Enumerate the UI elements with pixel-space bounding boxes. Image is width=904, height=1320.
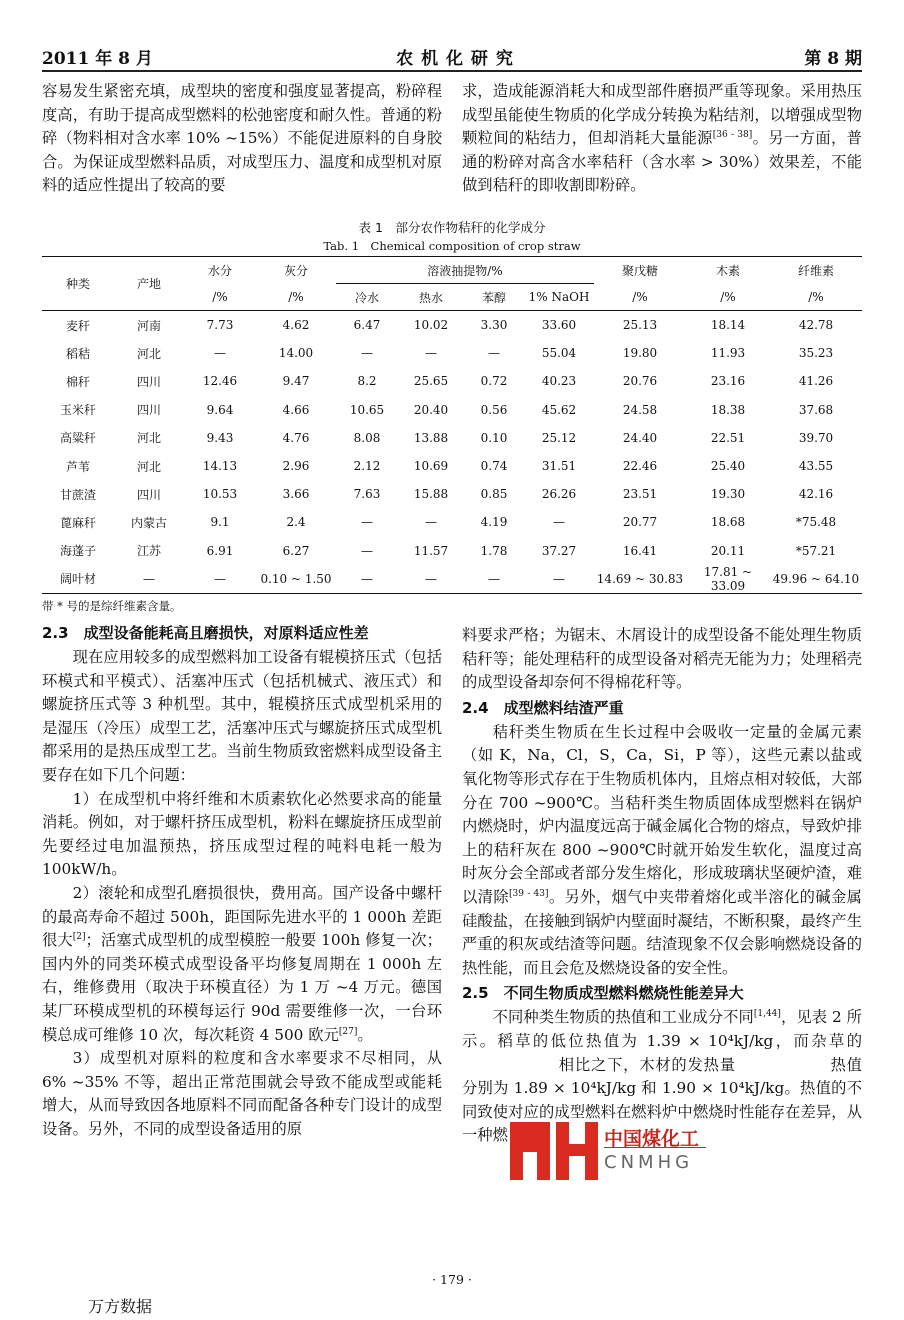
th-kind: 种类: [65, 277, 90, 291]
cell-benzene: 0.72: [480, 374, 508, 389]
cell-benzene: —: [464, 565, 524, 594]
citation: [39 - 43]: [509, 888, 549, 899]
cell-kind: 玉米秆: [59, 403, 96, 418]
cell-naoh: 25.12: [541, 430, 577, 445]
watermark-en: CNMHG: [604, 1152, 694, 1173]
cell-kind: 蓖麻秆: [59, 515, 96, 530]
cell-water: —: [184, 565, 256, 594]
cell-hot: 11.57: [413, 543, 449, 558]
th-ash: 灰分: [283, 263, 308, 278]
cell-hot: 15.88: [413, 487, 449, 502]
cell-hot: 10.69: [413, 459, 449, 474]
cell-lignin: 18.68: [710, 515, 746, 530]
cell-kind: 芦苇: [65, 459, 90, 474]
th-naoh: 1% NaOH: [528, 290, 590, 304]
cell-hot: —: [398, 565, 464, 594]
cell-pentosan: 24.58: [622, 402, 658, 417]
cell-origin: 四川: [136, 487, 161, 502]
cell-pentosan: 20.77: [622, 515, 658, 530]
th-water-unit: /%: [212, 289, 228, 304]
cell-cold: —: [361, 346, 373, 361]
cell-origin: —: [114, 565, 184, 594]
th-cellulose: 纤维素: [797, 263, 834, 278]
cell-cold: —: [336, 565, 398, 594]
text-run: 不同种类生物质的热值和工业成分不同: [492, 1008, 754, 1027]
cell-origin: 四川: [136, 374, 161, 389]
cell-water: 7.73: [206, 318, 234, 333]
cell-ash: 14.00: [278, 346, 314, 361]
th-ash-unit: /%: [288, 289, 304, 304]
th-lignin: 木素: [715, 263, 740, 278]
table-row: [42, 537, 862, 565]
cell-water: 10.53: [202, 487, 238, 502]
cell-lignin: 20.11: [710, 543, 746, 558]
cell-pentosan: 16.41: [622, 543, 658, 558]
cell-ash: 0.10 ~ 1.50: [256, 565, 336, 594]
table-row: [42, 311, 862, 340]
cell-benzene: 0.10: [480, 430, 508, 445]
text-run: ，见表 2 所示。稻草的低位热值为 1.39 × 10⁴kJ/kg，而杂草的: [462, 1008, 862, 1050]
table-row: [42, 565, 862, 594]
section-2-3-heading: 2.3 成型设备能耗高且磨损快，对原料适应性差: [42, 624, 369, 642]
cell-naoh: 31.51: [541, 459, 577, 474]
text-run: 2）滚轮和成型孔磨损很快，费用高。国产设备中螺杆的最高寿命不超过 500h，距国际先进水平的 1 000h 差距很大: [42, 883, 442, 950]
cell-benzene: 4.19: [480, 515, 508, 530]
watermark-cn: 中国煤化工: [604, 1128, 700, 1150]
text-run: 。另一方面，普通的粉碎对高含水率秸秆（含水率 > 30%）效果差，不能做到秸秆的即收割即粉碎。: [462, 129, 862, 195]
cell-ash: 4.66: [282, 402, 310, 417]
header-issue: 第 8 期: [804, 49, 862, 69]
cell-cellulose: *75.48: [795, 515, 837, 530]
cell-benzene: 3.30: [480, 318, 508, 333]
cell-origin: 河南: [136, 318, 161, 333]
cell-naoh: 45.62: [541, 402, 577, 417]
cell-lignin: 17.81 ~ 33.09: [686, 565, 770, 594]
cell-cellulose: 43.55: [798, 459, 834, 474]
cell-water: 6.91: [206, 543, 234, 558]
cell-water: 9.43: [206, 430, 234, 445]
cell-naoh: 33.60: [541, 318, 577, 333]
text-run: ；活塞式成型机的成型模腔一般要 100h 修复一次；国内外的同类环模式成型设备平均修复周期在 1 000h 左右，维修费用（取决于环模直径）为 1 万 ~4 万元。德国某厂环模成型机的环模每运行 90d 需要维修一次，一台环模总成可维修 10 次，每次耗资 4 500 欧元: [42, 931, 442, 1044]
table-body: [42, 311, 862, 594]
cell-pentosan: 19.80: [622, 346, 658, 361]
cell-naoh: —: [524, 565, 594, 594]
cell-naoh: 55.04: [541, 346, 577, 361]
cell-hot: 10.02: [413, 318, 449, 333]
table-row: [42, 480, 862, 508]
table-caption-en: Tab. 1 Chemical composition of crop straw: [323, 239, 581, 253]
cell-cellulose: 37.68: [798, 402, 834, 417]
table-row: [42, 424, 862, 452]
cell-cold: 8.2: [357, 374, 377, 389]
page-number: · 179 ·: [432, 1272, 472, 1287]
th-hot-water: 热水: [418, 290, 443, 305]
source-label: 万方数据: [88, 1297, 153, 1316]
cell-cold: 8.08: [353, 430, 381, 445]
cell-lignin: 25.40: [710, 459, 746, 474]
cell-cellulose: 42.16: [798, 487, 834, 502]
cell-benzene: 1.78: [480, 543, 508, 558]
cell-cold: —: [361, 515, 373, 530]
cell-water: 9.1: [210, 515, 230, 530]
cell-pentosan: 25.13: [622, 318, 658, 333]
th-water: 水分: [207, 263, 232, 278]
paragraph: 1）在成型机中将纤维和木质素软化必然要求高的能量消耗。例如，对于螺杆挤压成型机，粉料在螺旋挤压成型前先要经过电加温预热，挤压成型过程的吨料电耗一般为 100kW/h。: [42, 789, 442, 879]
th-lignin-unit: /%: [720, 289, 736, 304]
cell-kind: 麦秆: [65, 318, 90, 333]
left-top-paragraph: 容易发生紧密充填，成型块的密度和强度显著提高，粉碎程度高，有助于提高成型燃料的松弛密度和耐久性。普通的粉碎（物料相对含水率 10% ~15%）不能促进原料的自身胶合。为保证成型燃料品质，对成型压力、温度和成型机对原料的适应性提出了较高的要: [42, 82, 442, 195]
cell-cellulose: 39.70: [798, 430, 834, 445]
paragraph: [42, 882, 442, 1047]
header-journal: 农 机 化 研 究: [396, 49, 514, 69]
th-benzene: 苯醇: [481, 290, 506, 305]
cell-origin: 河北: [136, 459, 161, 474]
cell-water: 12.46: [202, 374, 238, 389]
right-top-paragraph: [462, 80, 862, 198]
cell-ash: 2.96: [282, 459, 310, 474]
cell-ash: 3.66: [282, 487, 310, 502]
cell-kind: 高粱秆: [59, 431, 96, 446]
cell-kind: 海蓬子: [59, 544, 96, 559]
cell-benzene: 0.56: [480, 402, 508, 417]
cell-kind: 阔叶材: [42, 565, 114, 594]
cell-pentosan: 14.69 ~ 30.83: [594, 565, 686, 594]
cell-water: 14.13: [202, 459, 238, 474]
cell-origin: 河北: [136, 346, 161, 361]
cell-ash: 6.27: [282, 543, 310, 558]
cell-lignin: 18.14: [710, 318, 746, 333]
cell-ash: 9.47: [282, 374, 310, 389]
text-run: 秸秆类生物质在生长过程中会吸收一定量的金属元素（如 K，Na，Cl，S，Ca，Si，P 等），这些元素以盐或氧化物等形式存在于生物质机体内，且熔点相对较低，大部分在 700 ~900℃。当秸秆类生物质固体成型燃料在锅炉内燃烧时，炉内温度远高于碱金属化合物的熔点，导致炉排上的秸秆灰在 800 ~900℃时就开始发生软化，温度过高时灰分会全部或者部分发生熔化，形成玻璃状坚硬炉渣，难以清除: [462, 722, 862, 906]
header-date: 2011 年 8 月: [42, 49, 153, 69]
paragraph: 料要求严格；为锯末、木屑设计的成型设备不能处理生物质秸秆等；能处理秸秆的成型设备对稻壳无能为力；处理稻壳的成型设备却奈何不得棉花秆等。: [462, 626, 862, 692]
table-row: [42, 339, 862, 367]
cell-origin: 内蒙古: [130, 515, 167, 530]
text-run: 求，造成能源消耗大和成型部件磨损严重等现象。采用热压成型虽能使生物质的化学成分转换为粘结剂，以增强成型物颗粒间的粘结力，但却消耗大量能源: [462, 82, 862, 148]
cell-kind: 稻秸: [65, 346, 90, 361]
text-run: 相比之下，木材的发热量: [558, 1055, 736, 1074]
header-rule: [42, 70, 862, 72]
cell-naoh: 26.26: [541, 487, 577, 502]
cell-benzene: 0.85: [480, 487, 508, 502]
section-2-4-heading: 2.4 成型燃料结渣严重: [462, 698, 624, 717]
cell-ash: 2.4: [286, 515, 306, 530]
th-cellulose-unit: /%: [808, 289, 824, 304]
watermark-divider: [604, 1147, 706, 1148]
cell-hot: 13.88: [413, 430, 449, 445]
right-bottom-column: [462, 624, 862, 1148]
cell-cellulose: 42.78: [798, 318, 834, 333]
text-run: 。: [357, 1025, 373, 1044]
paragraph: 现在应用较多的成型燃料加工设备有辊模挤压式（包括环模式和平模式）、活塞冲压式（包括机械式、液压式）和螺旋挤压式等 3 种机型。其中，辊模挤压式成型机采用的是湿压（冷压）成型工艺，活塞冲压式与螺旋挤压式成型机都采用的是热压成型工艺。当前生物质致密燃料成型设备主要存在如下几个问题：: [42, 648, 442, 784]
table-row: [42, 508, 862, 536]
cell-lignin: 22.51: [710, 430, 746, 445]
citation: [27]: [338, 1026, 358, 1037]
section-2-5-heading: 2.5 不同生物质成型燃料燃烧性能差异大: [462, 984, 744, 1003]
cell-pentosan: 20.76: [622, 374, 658, 389]
cell-lignin: 18.38: [710, 402, 746, 417]
watermark-logo: [510, 1120, 710, 1182]
th-pentosan: 聚戊糖: [621, 263, 658, 278]
paragraph: [462, 721, 862, 981]
table-row: [42, 396, 862, 424]
citation: [1,44]: [753, 1009, 781, 1020]
cell-cellulose: 41.26: [798, 374, 834, 389]
cell-origin: 四川: [136, 403, 161, 418]
left-bottom-column: [42, 620, 442, 1141]
cell-origin: 河北: [136, 431, 161, 446]
cell-benzene: 0.74: [480, 459, 508, 474]
cell-pentosan: 23.51: [622, 487, 658, 502]
cell-cold: 6.47: [353, 318, 381, 333]
cell-kind: 棉秆: [65, 374, 90, 389]
cell-pentosan: 22.46: [622, 459, 658, 474]
cell-cellulose: 35.23: [798, 346, 834, 361]
text-run: 热值分别为 1.89 × 10⁴kJ/kg 和 1.90 × 10⁴kJ/kg。热值的不同致使对应的成型燃料在燃料炉中燃烧时性能存在差异，从一种燃: [462, 1055, 862, 1145]
cell-hot: 20.40: [413, 402, 449, 417]
cell-kind: 甘蔗渣: [59, 487, 96, 502]
cell-pentosan: 24.40: [622, 430, 658, 445]
th-cold-water: 冷水: [354, 290, 379, 305]
cell-lignin: 23.16: [710, 374, 746, 389]
cell-cold: 7.63: [353, 487, 381, 502]
cell-naoh: —: [553, 515, 565, 530]
cell-ash: 4.62: [282, 318, 310, 333]
text-run: 。另外，烟气中夹带着熔化或半溶化的碱金属硅酸盐，在接触到锅炉内壁面时凝结，不断积聚，最终产生严重的积灰或结渣等问题。结渣现象不仅会影响燃烧设备的热性能，而且会危及燃烧设备的安全性。: [462, 887, 862, 977]
chemical-composition-table: [42, 256, 862, 594]
paragraph: 3）成型机对原料的粒度和含水率要求不尽相同，从 6% ~35% 不等，超出正常范围就会导致不能成型或能耗增大，从而导致因各地原料不同而配备各种专门设计的成型设备。另外，不同的成型设备适用的原: [42, 1049, 442, 1138]
cell-benzene: —: [488, 346, 500, 361]
cell-water: 9.64: [206, 402, 234, 417]
cell-cold: —: [361, 543, 373, 558]
cell-naoh: 40.23: [541, 374, 577, 389]
cell-water: —: [214, 346, 226, 361]
table-footnote: 带 * 号的是综纤维素含量。: [42, 599, 182, 613]
th-pentosan-unit: /%: [632, 289, 648, 304]
th-origin: 产地: [136, 277, 161, 291]
table-caption-cn: 表 1 部分农作物秸秆的化学成分: [358, 220, 546, 235]
cell-cold: 10.65: [349, 402, 385, 417]
cell-lignin: 11.93: [710, 346, 746, 361]
cell-hot: 25.65: [413, 374, 449, 389]
citation: [2]: [72, 932, 86, 943]
th-solvent-group: 溶液抽提物/%: [336, 257, 594, 284]
cell-hot: —: [425, 346, 437, 361]
right-top-column: [462, 80, 862, 198]
table-row: [42, 452, 862, 480]
citation: [36 - 38]: [712, 130, 753, 141]
cell-origin: 江苏: [136, 544, 161, 559]
cell-ash: 4.76: [282, 430, 310, 445]
cell-naoh: 37.27: [541, 543, 577, 558]
cell-cold: 2.12: [353, 459, 381, 474]
cell-lignin: 19.30: [710, 487, 746, 502]
cell-hot: —: [425, 515, 437, 530]
cell-cellulose: 49.96 ~ 64.10: [770, 565, 862, 594]
left-top-column: [42, 80, 442, 198]
table-row: [42, 367, 862, 395]
cell-cellulose: *57.21: [795, 543, 837, 558]
